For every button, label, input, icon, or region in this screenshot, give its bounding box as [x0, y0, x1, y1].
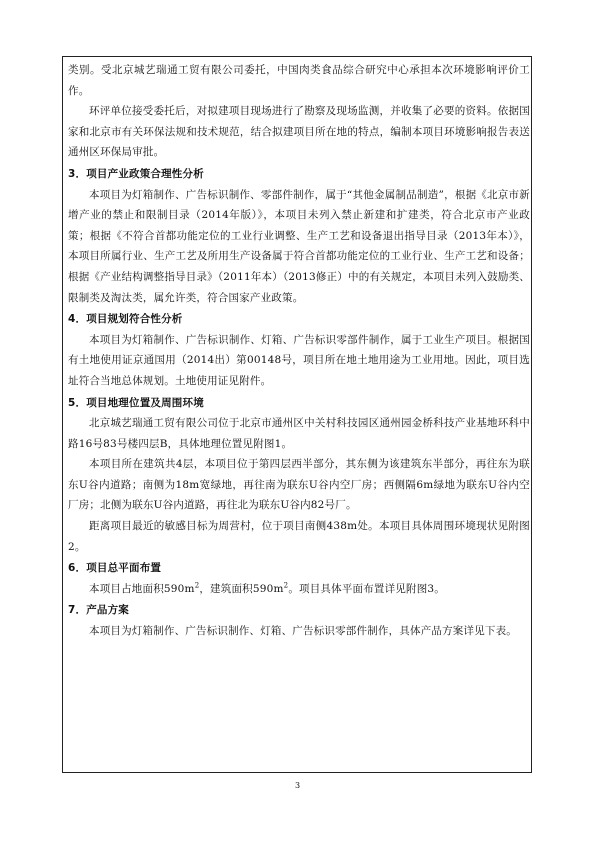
section-heading-6: 6．项目总平面布置: [68, 562, 162, 575]
paragraph-location: 北京城艺瑞通工贸有限公司位于北京市通州区中关村科技园区通州园金桥科技产业基地环科中路16号83号楼四层B，具体地理位置见附图1。: [68, 417, 530, 450]
site-area-text: 本项目占地面积590m: [89, 582, 195, 595]
document-body: [68, 60, 530, 642]
section-heading-4: 4．项目规划符合性分析: [68, 313, 183, 326]
building-area-text: ，建筑面积590m: [199, 582, 284, 595]
section-heading-3: 3．项目产业政策合理性分析: [68, 167, 204, 180]
paragraph-surroundings: 本项目所在建筑共4层，本项目位于第四层西半部分，其东侧为该建筑东半部分，再往东为联东U谷内道路；南侧为18m宽绿地，再往南为联东U谷内空厂房；西侧隔6m绿地为联东U谷内空厂房；北侧为联东U谷内道路，再往北为联东U谷内82号厂。: [68, 458, 530, 512]
paragraph-site-layout: [68, 579, 530, 600]
paragraph-sensitive-target: 距离项目最近的敏感目标为周营村，位于项目南侧438m处。本项目具体周围环境现状见附图2。: [68, 520, 530, 553]
paragraph-industry-policy: 本项目为灯箱制作、广告标识制作、零部件制作，属于“其他金属制品制造”，根据《北京市新增产业的禁止和限制目录（2014年版）》，本项目未列入禁止新建和扩建类，符合北京市产业政策；根据《不符合首都功能定位的工业行业调整、生产工艺和设备退出指导目录（2013年本）》，本项目所属行业、生产工艺及所用生产设备属于符合首都功能定位的工业行业、生产工艺和设备；根据《产业结构调整指导目录》（2011年本）（2013修正）中的有关规定，本项目未列入鼓励类、限制类及淘汰类，属允许类，符合国家产业政策。: [68, 188, 530, 304]
paragraph-eia-unit: 环评单位接受委托后，对拟建项目现场进行了勘察及现场监测，并收集了必要的资料。依据国家和北京市有关环保法规和技术规范，结合拟建项目所在地的特点，编制本项目环境影响报告表送通州区环保局审批。: [68, 105, 530, 159]
section-heading-5: 5．项目地理位置及周围环境: [68, 396, 204, 409]
superscript-2: 2: [283, 581, 289, 590]
paragraph-intro-continued: 类别。受北京城艺瑞通工贸有限公司委托，中国肉类食品综合研究中心承担本次环境影响评价工作。: [68, 64, 530, 97]
page-number: 3: [294, 781, 301, 790]
layout-reference-text: 。项目具体平面布置详见附图3。: [288, 582, 446, 595]
paragraph-planning-compliance: 本项目为灯箱制作、广告标识制作、灯箱、广告标识零部件制作，属于工业生产项目。根据国有土地使用证京通国用（2014出）第00148号，项目所在地土地用途为工业用地。因此，项目选址符合当地总体规划。土地使用证见附件。: [68, 333, 530, 387]
superscript-2: 2: [194, 581, 200, 590]
paragraph-product-plan: 本项目为灯箱制作、广告标识制作、灯箱、广告标识零部件制作，具体产品方案详见下表。: [89, 625, 517, 638]
section-heading-7: 7．产品方案: [68, 604, 130, 617]
